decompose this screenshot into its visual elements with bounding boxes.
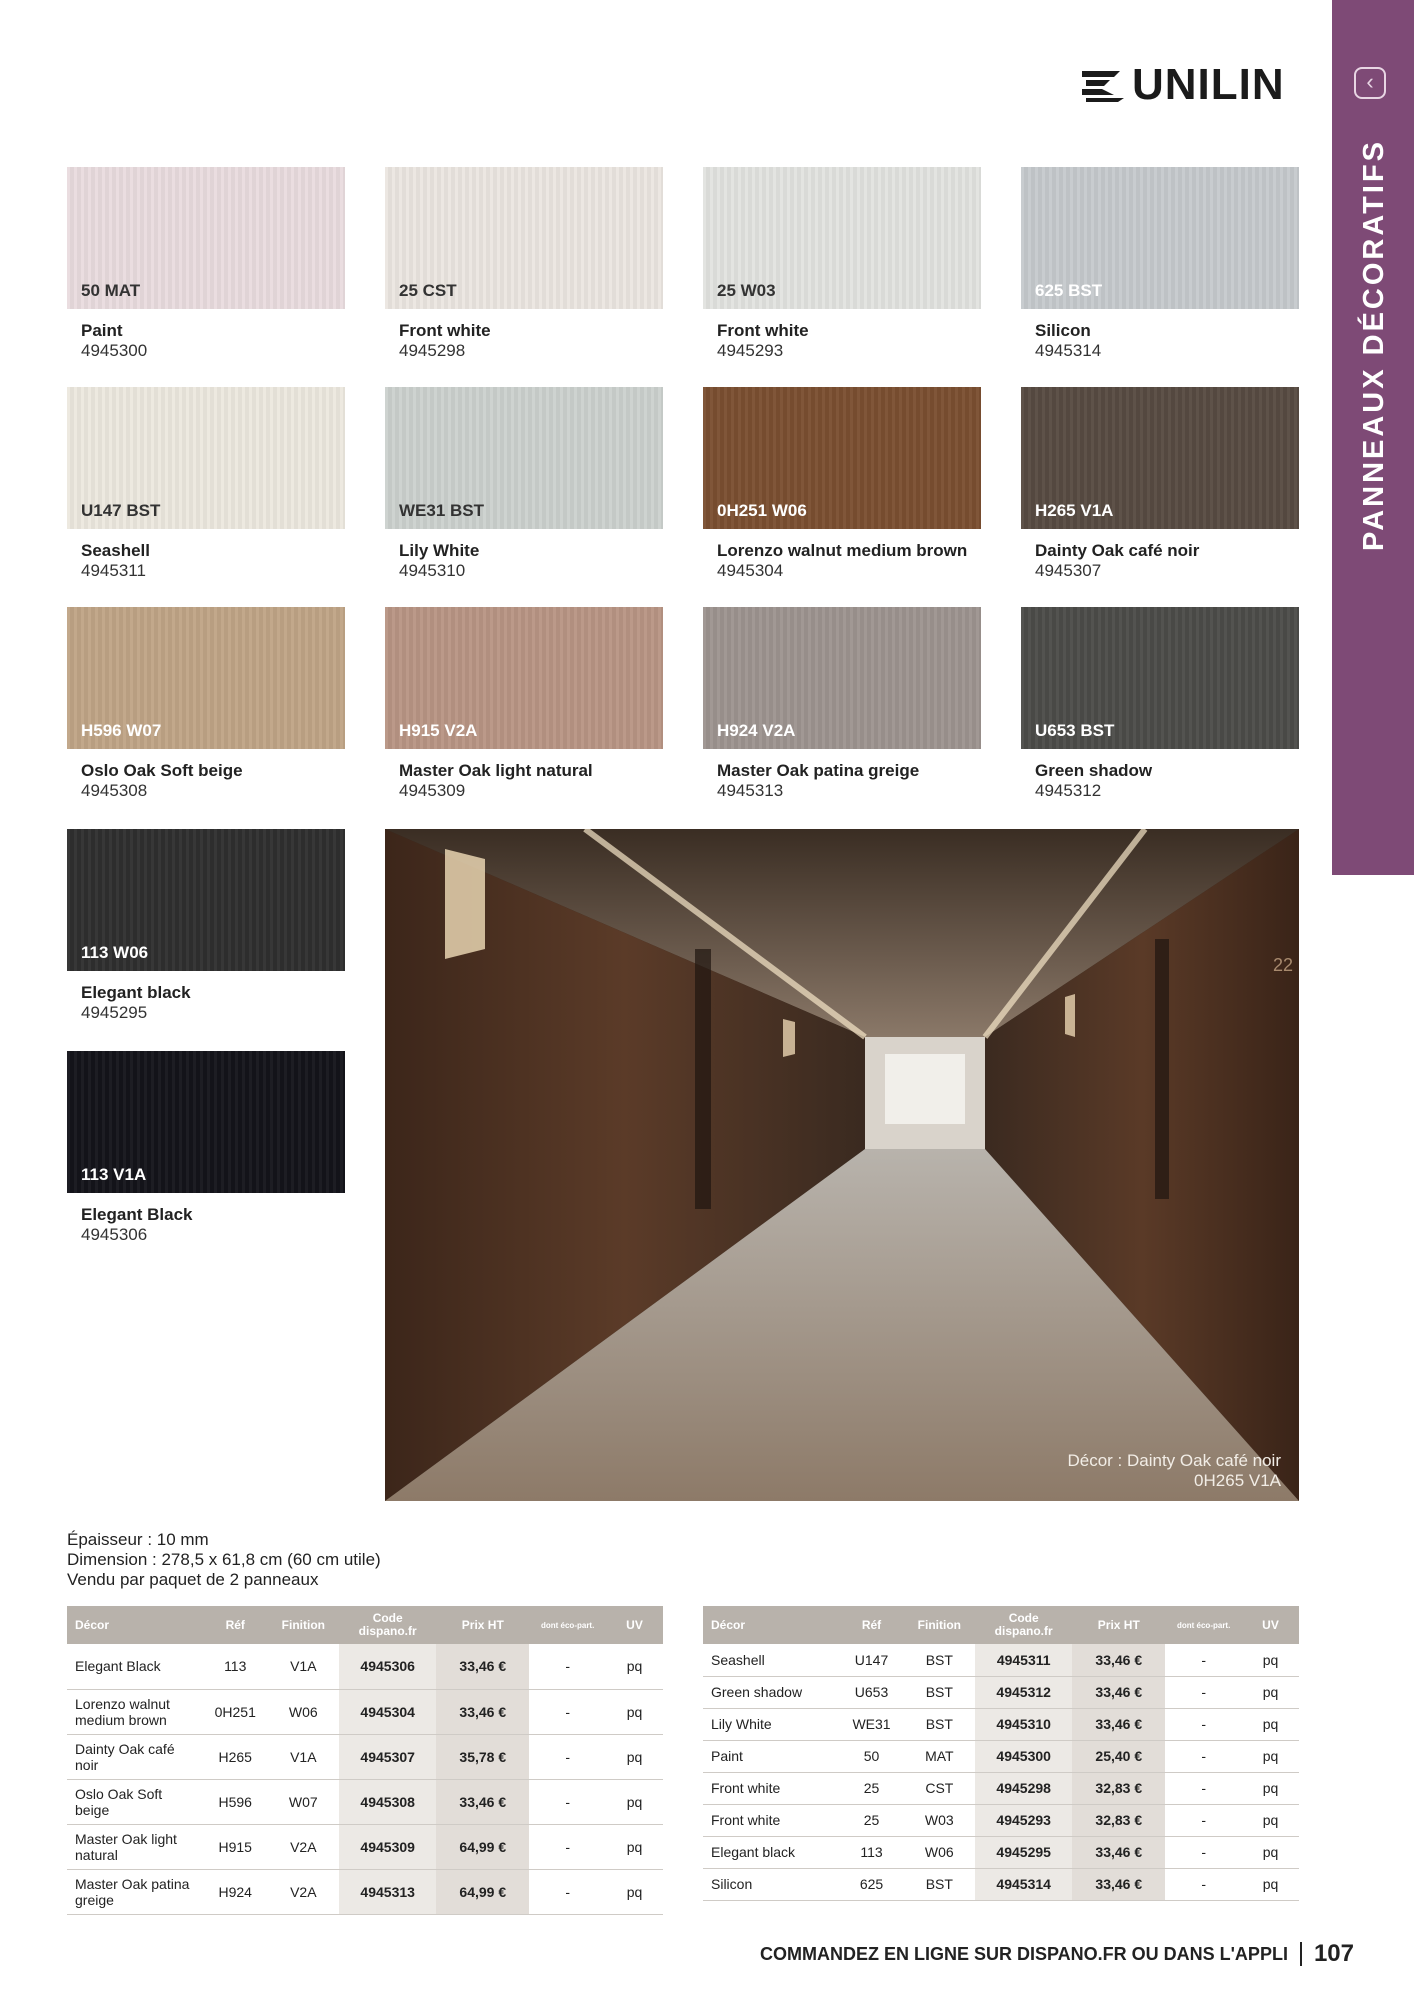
cell-ref: 25 — [839, 1772, 903, 1804]
cell-decor: Seashell — [703, 1644, 839, 1676]
swatch-ref: 4945310 — [399, 561, 466, 580]
swatch-code: 50 MAT — [81, 281, 141, 300]
door-number: 22 — [1273, 955, 1294, 975]
cell-finition: W03 — [904, 1804, 976, 1836]
swatch-code: U147 BST — [81, 501, 161, 520]
cell-uv: pq — [606, 1824, 663, 1869]
cell-code: 4945310 — [975, 1708, 1072, 1740]
cell-decor: Elegant Black — [67, 1644, 203, 1689]
cell-finition: BST — [904, 1676, 976, 1708]
swatch-card — [385, 607, 663, 801]
table-header-row — [703, 1606, 1299, 1644]
cell-code: 4945307 — [339, 1734, 436, 1779]
swatch-ref: 4945309 — [399, 781, 466, 800]
cell-finition: W07 — [268, 1779, 340, 1824]
cell-finition: BST — [904, 1644, 976, 1676]
swatch-chip — [1021, 167, 1299, 309]
cell-finition: BST — [904, 1708, 976, 1740]
cell-uv: pq — [1242, 1868, 1299, 1900]
table-row — [703, 1836, 1299, 1868]
cell-eco: - — [1165, 1868, 1242, 1900]
swatch-chip — [67, 387, 345, 529]
logo-text: UNILIN — [1132, 60, 1285, 109]
cell-finition: W06 — [904, 1836, 976, 1868]
caption-line-2: 0H265 V1A — [1194, 1471, 1281, 1490]
table-row — [703, 1676, 1299, 1708]
cell-finition: W06 — [268, 1689, 340, 1734]
column-header: Code dispano.fr — [339, 1606, 436, 1644]
cell-prix: 33,46 € — [436, 1644, 529, 1689]
cell-prix: 64,99 € — [436, 1824, 529, 1869]
cell-eco: - — [529, 1689, 606, 1734]
cell-code: 4945295 — [975, 1836, 1072, 1868]
column-header: UV — [1242, 1606, 1299, 1644]
swatch-card — [385, 387, 663, 581]
cell-eco: - — [529, 1734, 606, 1779]
cell-uv: pq — [1242, 1740, 1299, 1772]
cell-finition: V1A — [268, 1734, 340, 1779]
cell-ref: WE31 — [839, 1708, 903, 1740]
cell-eco: - — [529, 1779, 606, 1824]
cell-finition: V1A — [268, 1644, 340, 1689]
swatch-ref: 4945312 — [1035, 781, 1102, 800]
swatch-ref: 4945308 — [81, 781, 148, 800]
swatch-name: Oslo Oak Soft beige — [81, 761, 243, 780]
unilin-mark-icon — [1080, 67, 1126, 103]
swatch-name: Green shadow — [1035, 761, 1153, 780]
cell-finition: CST — [904, 1772, 976, 1804]
swatch-chip — [67, 607, 345, 749]
table-row — [67, 1869, 663, 1914]
table-row — [703, 1772, 1299, 1804]
cell-ref: H924 — [203, 1869, 268, 1914]
footer-cta: COMMANDEZ EN LIGNE SUR DISPANO.FR OU DANS L'APPLI — [759, 1943, 1288, 1964]
cell-uv: pq — [606, 1869, 663, 1914]
cell-code: 4945311 — [975, 1644, 1072, 1676]
swatch-card — [67, 1051, 345, 1245]
section-title: PANNEAUX DÉCORATIFS — [1358, 139, 1390, 551]
cell-uv: pq — [606, 1779, 663, 1824]
table-row — [703, 1708, 1299, 1740]
swatch-ref: 4945295 — [81, 1003, 148, 1022]
swatch-ref: 4945313 — [717, 781, 784, 800]
table-row — [703, 1804, 1299, 1836]
swatch-chip — [385, 167, 663, 309]
swatch-chip — [703, 167, 981, 309]
swatch-code: 0H251 W06 — [717, 501, 807, 520]
swatch-code: H265 V1A — [1035, 501, 1114, 520]
price-table-right — [703, 1606, 1299, 1901]
column-header: dont éco-part. — [1165, 1606, 1242, 1644]
table-row — [703, 1868, 1299, 1900]
cell-eco: - — [1165, 1676, 1242, 1708]
swatch-code: 25 W03 — [717, 281, 776, 300]
cell-prix: 25,40 € — [1072, 1740, 1165, 1772]
table-row — [67, 1644, 663, 1689]
swatch-code: 625 BST — [1035, 281, 1103, 300]
table-row — [67, 1734, 663, 1779]
swatch-ref: 4945293 — [717, 341, 784, 360]
page-number: 107 — [1313, 1940, 1354, 1967]
cell-prix: 32,83 € — [1072, 1772, 1165, 1804]
cell-uv: pq — [1242, 1772, 1299, 1804]
cell-ref: 50 — [839, 1740, 903, 1772]
cell-eco: - — [1165, 1740, 1242, 1772]
cell-decor: Lily White — [703, 1708, 839, 1740]
swatch-card — [703, 607, 981, 801]
cell-prix: 33,46 € — [1072, 1676, 1165, 1708]
column-header: Réf — [839, 1606, 903, 1644]
cell-eco: - — [1165, 1836, 1242, 1868]
cell-decor: Green shadow — [703, 1676, 839, 1708]
swatch-card — [703, 387, 981, 581]
swatch-ref: 4945311 — [81, 561, 146, 580]
column-header: Code dispano.fr — [975, 1606, 1072, 1644]
cell-eco: - — [1165, 1804, 1242, 1836]
product-specs — [67, 1530, 381, 1590]
swatch-chip — [703, 387, 981, 529]
section-side-tab — [1332, 0, 1414, 875]
cell-uv: pq — [606, 1734, 663, 1779]
swatch-code: 113 W06 — [81, 943, 149, 962]
unilin-logo — [1080, 60, 1285, 110]
cell-ref: 113 — [839, 1836, 903, 1868]
cell-ref: H915 — [203, 1824, 268, 1869]
cell-eco: - — [1165, 1644, 1242, 1676]
column-header: UV — [606, 1606, 663, 1644]
cell-uv: pq — [1242, 1804, 1299, 1836]
table-header-row — [67, 1606, 663, 1644]
swatch-card — [703, 167, 981, 361]
swatch-chip — [385, 387, 663, 529]
cell-decor: Front white — [703, 1804, 839, 1836]
cell-uv: pq — [606, 1644, 663, 1689]
swatch-ref: 4945298 — [399, 341, 466, 360]
cell-finition: V2A — [268, 1824, 340, 1869]
swatch-card — [67, 829, 345, 1023]
cell-uv: pq — [1242, 1644, 1299, 1676]
column-header: Prix HT — [436, 1606, 529, 1644]
cell-finition: V2A — [268, 1869, 340, 1914]
swatch-card — [67, 167, 345, 361]
cell-decor: Elegant black — [703, 1836, 839, 1868]
column-header: Réf — [203, 1606, 268, 1644]
spec-packaging: Vendu par paquet de 2 panneaux — [67, 1570, 319, 1589]
swatch-card — [1021, 607, 1299, 801]
photo-caption — [1067, 1451, 1281, 1491]
swatch-name: Lily White — [399, 541, 480, 560]
swatch-chip — [67, 167, 345, 309]
swatch-code: 113 V1A — [81, 1165, 147, 1184]
cell-code: 4945306 — [339, 1644, 436, 1689]
cell-uv: pq — [1242, 1836, 1299, 1868]
cell-code: 4945298 — [975, 1772, 1072, 1804]
cell-ref: 113 — [203, 1644, 268, 1689]
cell-decor: Paint — [703, 1740, 839, 1772]
cell-eco: - — [1165, 1772, 1242, 1804]
swatch-chip — [1021, 607, 1299, 749]
swatch-chip — [703, 607, 981, 749]
cell-finition: MAT — [904, 1740, 976, 1772]
swatch-name: Silicon — [1035, 321, 1091, 340]
cell-decor: Master Oak light natural — [67, 1824, 203, 1869]
cell-prix: 33,46 € — [436, 1689, 529, 1734]
cell-decor: Dainty Oak café noir — [67, 1734, 203, 1779]
swatch-code: U653 BST — [1035, 721, 1115, 740]
cell-ref: 25 — [839, 1804, 903, 1836]
cell-code: 4945308 — [339, 1779, 436, 1824]
chevron-left-icon[interactable]: ‹ — [1354, 67, 1386, 99]
swatch-name: Master Oak patina greige — [717, 761, 920, 780]
cell-prix: 33,46 € — [1072, 1836, 1165, 1868]
cell-uv: pq — [606, 1689, 663, 1734]
cell-ref: U147 — [839, 1644, 903, 1676]
swatch-code: H915 V2A — [399, 721, 478, 740]
cell-code: 4945313 — [339, 1869, 436, 1914]
swatch-name: Elegant black — [81, 983, 191, 1002]
price-table-left — [67, 1606, 663, 1915]
swatch-code: H924 V2A — [717, 721, 796, 740]
cell-ref: 625 — [839, 1868, 903, 1900]
column-header: Finition — [268, 1606, 340, 1644]
swatch-chip — [67, 1051, 345, 1193]
swatch-ref: 4945304 — [717, 561, 784, 580]
cell-code: 4945314 — [975, 1868, 1072, 1900]
cell-decor: Lorenzo walnut medium brown — [67, 1689, 203, 1734]
swatch-card — [67, 607, 345, 801]
cell-prix: 33,46 € — [1072, 1644, 1165, 1676]
cell-prix: 35,78 € — [436, 1734, 529, 1779]
swatch-code: WE31 BST — [399, 501, 485, 520]
swatch-chip — [385, 607, 663, 749]
cell-ref: U653 — [839, 1676, 903, 1708]
cell-prix: 33,46 € — [436, 1779, 529, 1824]
cell-code: 4945309 — [339, 1824, 436, 1869]
swatch-name: Seashell — [81, 541, 150, 560]
swatch-name: Master Oak light natural — [399, 761, 593, 780]
caption-line-1: Décor : Dainty Oak café noir — [1067, 1451, 1281, 1470]
swatch-name: Lorenzo walnut medium brown — [717, 541, 968, 560]
swatch-name: Elegant Black — [81, 1205, 193, 1224]
cell-decor: Oslo Oak Soft beige — [67, 1779, 203, 1824]
swatch-name: Paint — [81, 321, 123, 340]
cell-eco: - — [529, 1644, 606, 1689]
cell-finition: BST — [904, 1868, 976, 1900]
footer-divider — [1300, 1942, 1302, 1966]
table-row — [703, 1740, 1299, 1772]
column-header: Prix HT — [1072, 1606, 1165, 1644]
swatch-ref: 4945307 — [1035, 561, 1102, 580]
cell-decor: Silicon — [703, 1868, 839, 1900]
cell-code: 4945293 — [975, 1804, 1072, 1836]
swatch-chip — [67, 829, 345, 971]
cell-ref: H596 — [203, 1779, 268, 1824]
column-header: Décor — [703, 1606, 839, 1644]
swatch-card — [385, 167, 663, 361]
cell-ref: H265 — [203, 1734, 268, 1779]
cell-uv: pq — [1242, 1676, 1299, 1708]
swatch-ref: 4945306 — [81, 1225, 148, 1244]
cell-code: 4945312 — [975, 1676, 1072, 1708]
swatch-code: H596 W07 — [81, 721, 162, 740]
cell-eco: - — [1165, 1708, 1242, 1740]
swatch-chip — [1021, 387, 1299, 529]
hallway-photo — [385, 829, 1299, 1501]
column-header: dont éco-part. — [529, 1606, 606, 1644]
table-row — [67, 1779, 663, 1824]
page-footer — [760, 1940, 1354, 1968]
cell-decor: Master Oak patina greige — [67, 1869, 203, 1914]
cell-eco: - — [529, 1869, 606, 1914]
swatch-name: Front white — [399, 321, 491, 340]
spec-dimension: Dimension : 278,5 x 61,8 cm (60 cm utile) — [67, 1550, 381, 1569]
cell-decor: Front white — [703, 1772, 839, 1804]
swatch-card — [1021, 387, 1299, 581]
column-header: Décor — [67, 1606, 203, 1644]
cell-prix: 64,99 € — [436, 1869, 529, 1914]
cell-code: 4945300 — [975, 1740, 1072, 1772]
cell-eco: - — [529, 1824, 606, 1869]
swatch-card — [1021, 167, 1299, 361]
spec-thickness: Épaisseur : 10 mm — [67, 1530, 209, 1549]
table-row — [67, 1689, 663, 1734]
cell-code: 4945304 — [339, 1689, 436, 1734]
column-header: Finition — [904, 1606, 976, 1644]
cell-prix: 33,46 € — [1072, 1868, 1165, 1900]
swatch-ref: 4945300 — [81, 341, 148, 360]
cell-prix: 33,46 € — [1072, 1708, 1165, 1740]
swatch-name: Front white — [717, 321, 809, 340]
cell-prix: 32,83 € — [1072, 1804, 1165, 1836]
cell-uv: pq — [1242, 1708, 1299, 1740]
table-row — [703, 1644, 1299, 1676]
swatch-ref: 4945314 — [1035, 341, 1102, 360]
swatch-name: Dainty Oak café noir — [1035, 541, 1200, 560]
cell-ref: 0H251 — [203, 1689, 268, 1734]
swatch-code: 25 CST — [399, 281, 457, 300]
swatch-card — [67, 387, 345, 581]
table-row — [67, 1824, 663, 1869]
